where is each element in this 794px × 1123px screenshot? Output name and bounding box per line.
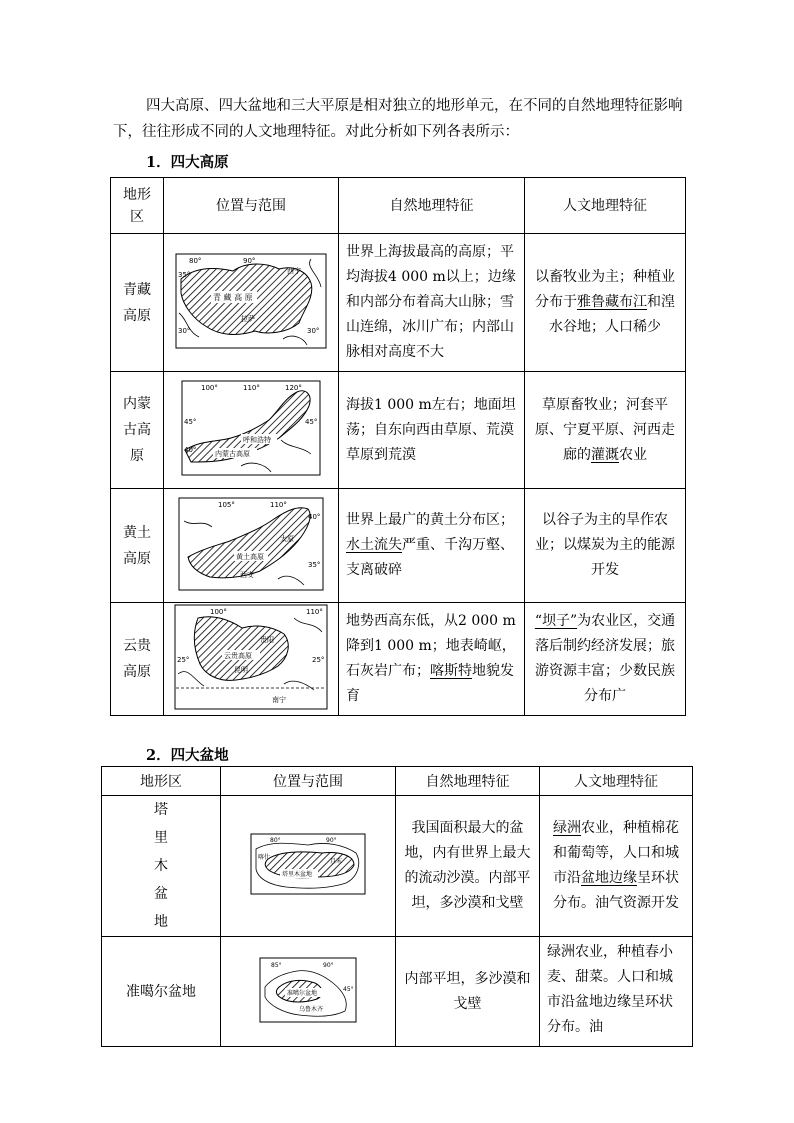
physical-features: 地势西高东低，从2 000 m降到1 000 m；地表崎岖，石灰岩广布；喀斯特地貌发育	[339, 603, 525, 716]
section1-title: 1．四大高原	[146, 154, 229, 171]
map-cell	[164, 603, 339, 716]
human-features: 绿洲农业，种植春小麦、甜菜。人口和城市沿盆地边缘呈环状分布。油	[540, 937, 693, 1047]
physical-features: 世界上海拔最高的高原；平均海拔4 000 m以上；边缘和内部分布着高大山脉；雪山连绵，冰川广布；内部山脉相对高度不大	[339, 234, 525, 372]
map-tick: 100°	[210, 608, 227, 616]
region-name: 青藏高原	[111, 234, 164, 372]
map-tick: 45°	[184, 418, 197, 426]
table-row	[102, 796, 693, 937]
junggar-basin-map	[259, 957, 357, 1023]
map-tick: 85°	[271, 961, 282, 969]
map-cell	[164, 234, 339, 372]
physical-features: 世界上最广的黄土分布区；水土流失严重、千沟万壑、支离破碎	[339, 489, 525, 603]
map-cell	[221, 937, 396, 1047]
map-tick: 45°	[343, 985, 354, 993]
table-row	[111, 603, 686, 716]
map-label: 塔里木盆地	[282, 871, 313, 878]
map-tick: 105°	[218, 500, 235, 509]
map-cell	[164, 489, 339, 603]
loess-plateau-map	[178, 497, 324, 591]
map-cell	[221, 796, 396, 937]
table-row	[102, 937, 693, 1047]
human-features: 草原畜牧业；河套平原、宁夏平原、河西走廊的灌溉农业	[525, 372, 686, 489]
region-name: 准噶尔盆地	[102, 937, 221, 1047]
header-physical: 自然地理特征	[339, 178, 525, 234]
map-tick: 25°	[177, 656, 190, 664]
map-tick: 120°	[285, 384, 302, 392]
map-tick: 90°	[326, 837, 337, 844]
intro-paragraph: 四大高原、四大盆地和三大平原是相对独立的地形单元，在不同的自然地理特征影响下，往往形成不同的人文地理特征。对此分析如下列各表所示：	[113, 98, 683, 140]
header-location: 位置与范围	[221, 767, 396, 796]
table-header-row	[102, 767, 693, 796]
table-row	[111, 489, 686, 603]
map-tick: 90°	[243, 256, 256, 265]
header-human: 人文地理特征	[540, 767, 693, 796]
header-region: 地形区	[102, 767, 221, 796]
map-label: 太原	[280, 534, 294, 543]
map-label: 西宁	[287, 266, 301, 275]
map-label: 南宁	[272, 696, 286, 704]
map-tick: 80°	[189, 256, 202, 265]
basin-table	[101, 766, 693, 1047]
region-name: 黄土高原	[111, 489, 164, 603]
map-tick: 30°	[178, 326, 191, 335]
region-name: 塔里木盆地	[102, 796, 221, 937]
header-physical: 自然地理特征	[396, 767, 540, 796]
map-label: 呼和浩特	[243, 436, 271, 444]
map-label: 昆明	[234, 666, 248, 674]
map-label: 黄土高原	[236, 552, 264, 561]
map-tick: 110°	[270, 500, 287, 509]
table-header-row	[111, 178, 686, 234]
map-tick: 25°	[312, 656, 325, 664]
map-tick: 45°	[305, 418, 318, 426]
map-label: 云贵高原	[224, 652, 252, 660]
map-tick: 30°	[307, 326, 320, 335]
map-label: 西安	[240, 570, 254, 579]
human-features: “坝子”为农业区，交通落后制约经济发展；旅游资源丰富；少数民族分布广	[525, 603, 686, 716]
map-label: 内蒙古高原	[215, 450, 250, 458]
map-label: 且末	[330, 858, 343, 865]
region-name: 内蒙古高原	[111, 372, 164, 489]
map-tick: 110°	[306, 608, 323, 616]
map-tick: 40°	[308, 512, 321, 521]
human-features: 以畜牧业为主；种植业分布于雅鲁藏布江和湟水谷地；人口稀少	[525, 234, 686, 372]
physical-features: 海拔1 000 m左右；地面坦荡；自东向西由草原、荒漠草原到荒漠	[339, 372, 525, 489]
physical-features: 内部平坦，多沙漠和戈壁	[396, 937, 540, 1047]
human-features: 绿洲农业，种植棉花和葡萄等，人口和城市沿盆地边缘呈环状分布。油气资源开发	[540, 796, 693, 937]
map-label: 准噶尔盆地	[287, 989, 318, 997]
map-tick: 80°	[270, 837, 281, 844]
tarim-basin-map	[250, 833, 366, 895]
map-tick: 35°	[308, 560, 321, 569]
map-label: 乌鲁木齐	[299, 1005, 324, 1013]
map-label: 贵阳	[260, 636, 274, 644]
map-tick: 40°	[184, 446, 197, 454]
qinghai-tibet-map	[175, 253, 327, 349]
map-label: 拉萨	[241, 314, 255, 323]
section2-title: 2．四大盆地	[146, 747, 229, 764]
human-features: 以谷子为主的旱作农业；以煤炭为主的能源开发	[525, 489, 686, 603]
table-row	[111, 372, 686, 489]
map-tick: 100°	[201, 384, 218, 392]
map-label: 喀什	[258, 854, 271, 861]
yungui-plateau-map	[174, 604, 328, 710]
plateau-table	[110, 177, 686, 716]
map-tick: 35°	[178, 270, 191, 279]
map-label: 青 藏 高 原	[213, 292, 253, 302]
header-location: 位置与范围	[164, 178, 339, 234]
table-row	[111, 234, 686, 372]
map-tick: 90°	[323, 961, 334, 969]
inner-mongolia-map	[181, 380, 321, 476]
header-region: 地形区	[111, 178, 164, 234]
header-human: 人文地理特征	[525, 178, 686, 234]
map-cell	[164, 372, 339, 489]
region-name: 云贵高原	[111, 603, 164, 716]
physical-features: 我国面积最大的盆地，内有世界上最大的流动沙漠。内部平坦，多沙漠和戈壁	[396, 796, 540, 937]
map-tick: 110°	[243, 384, 260, 392]
